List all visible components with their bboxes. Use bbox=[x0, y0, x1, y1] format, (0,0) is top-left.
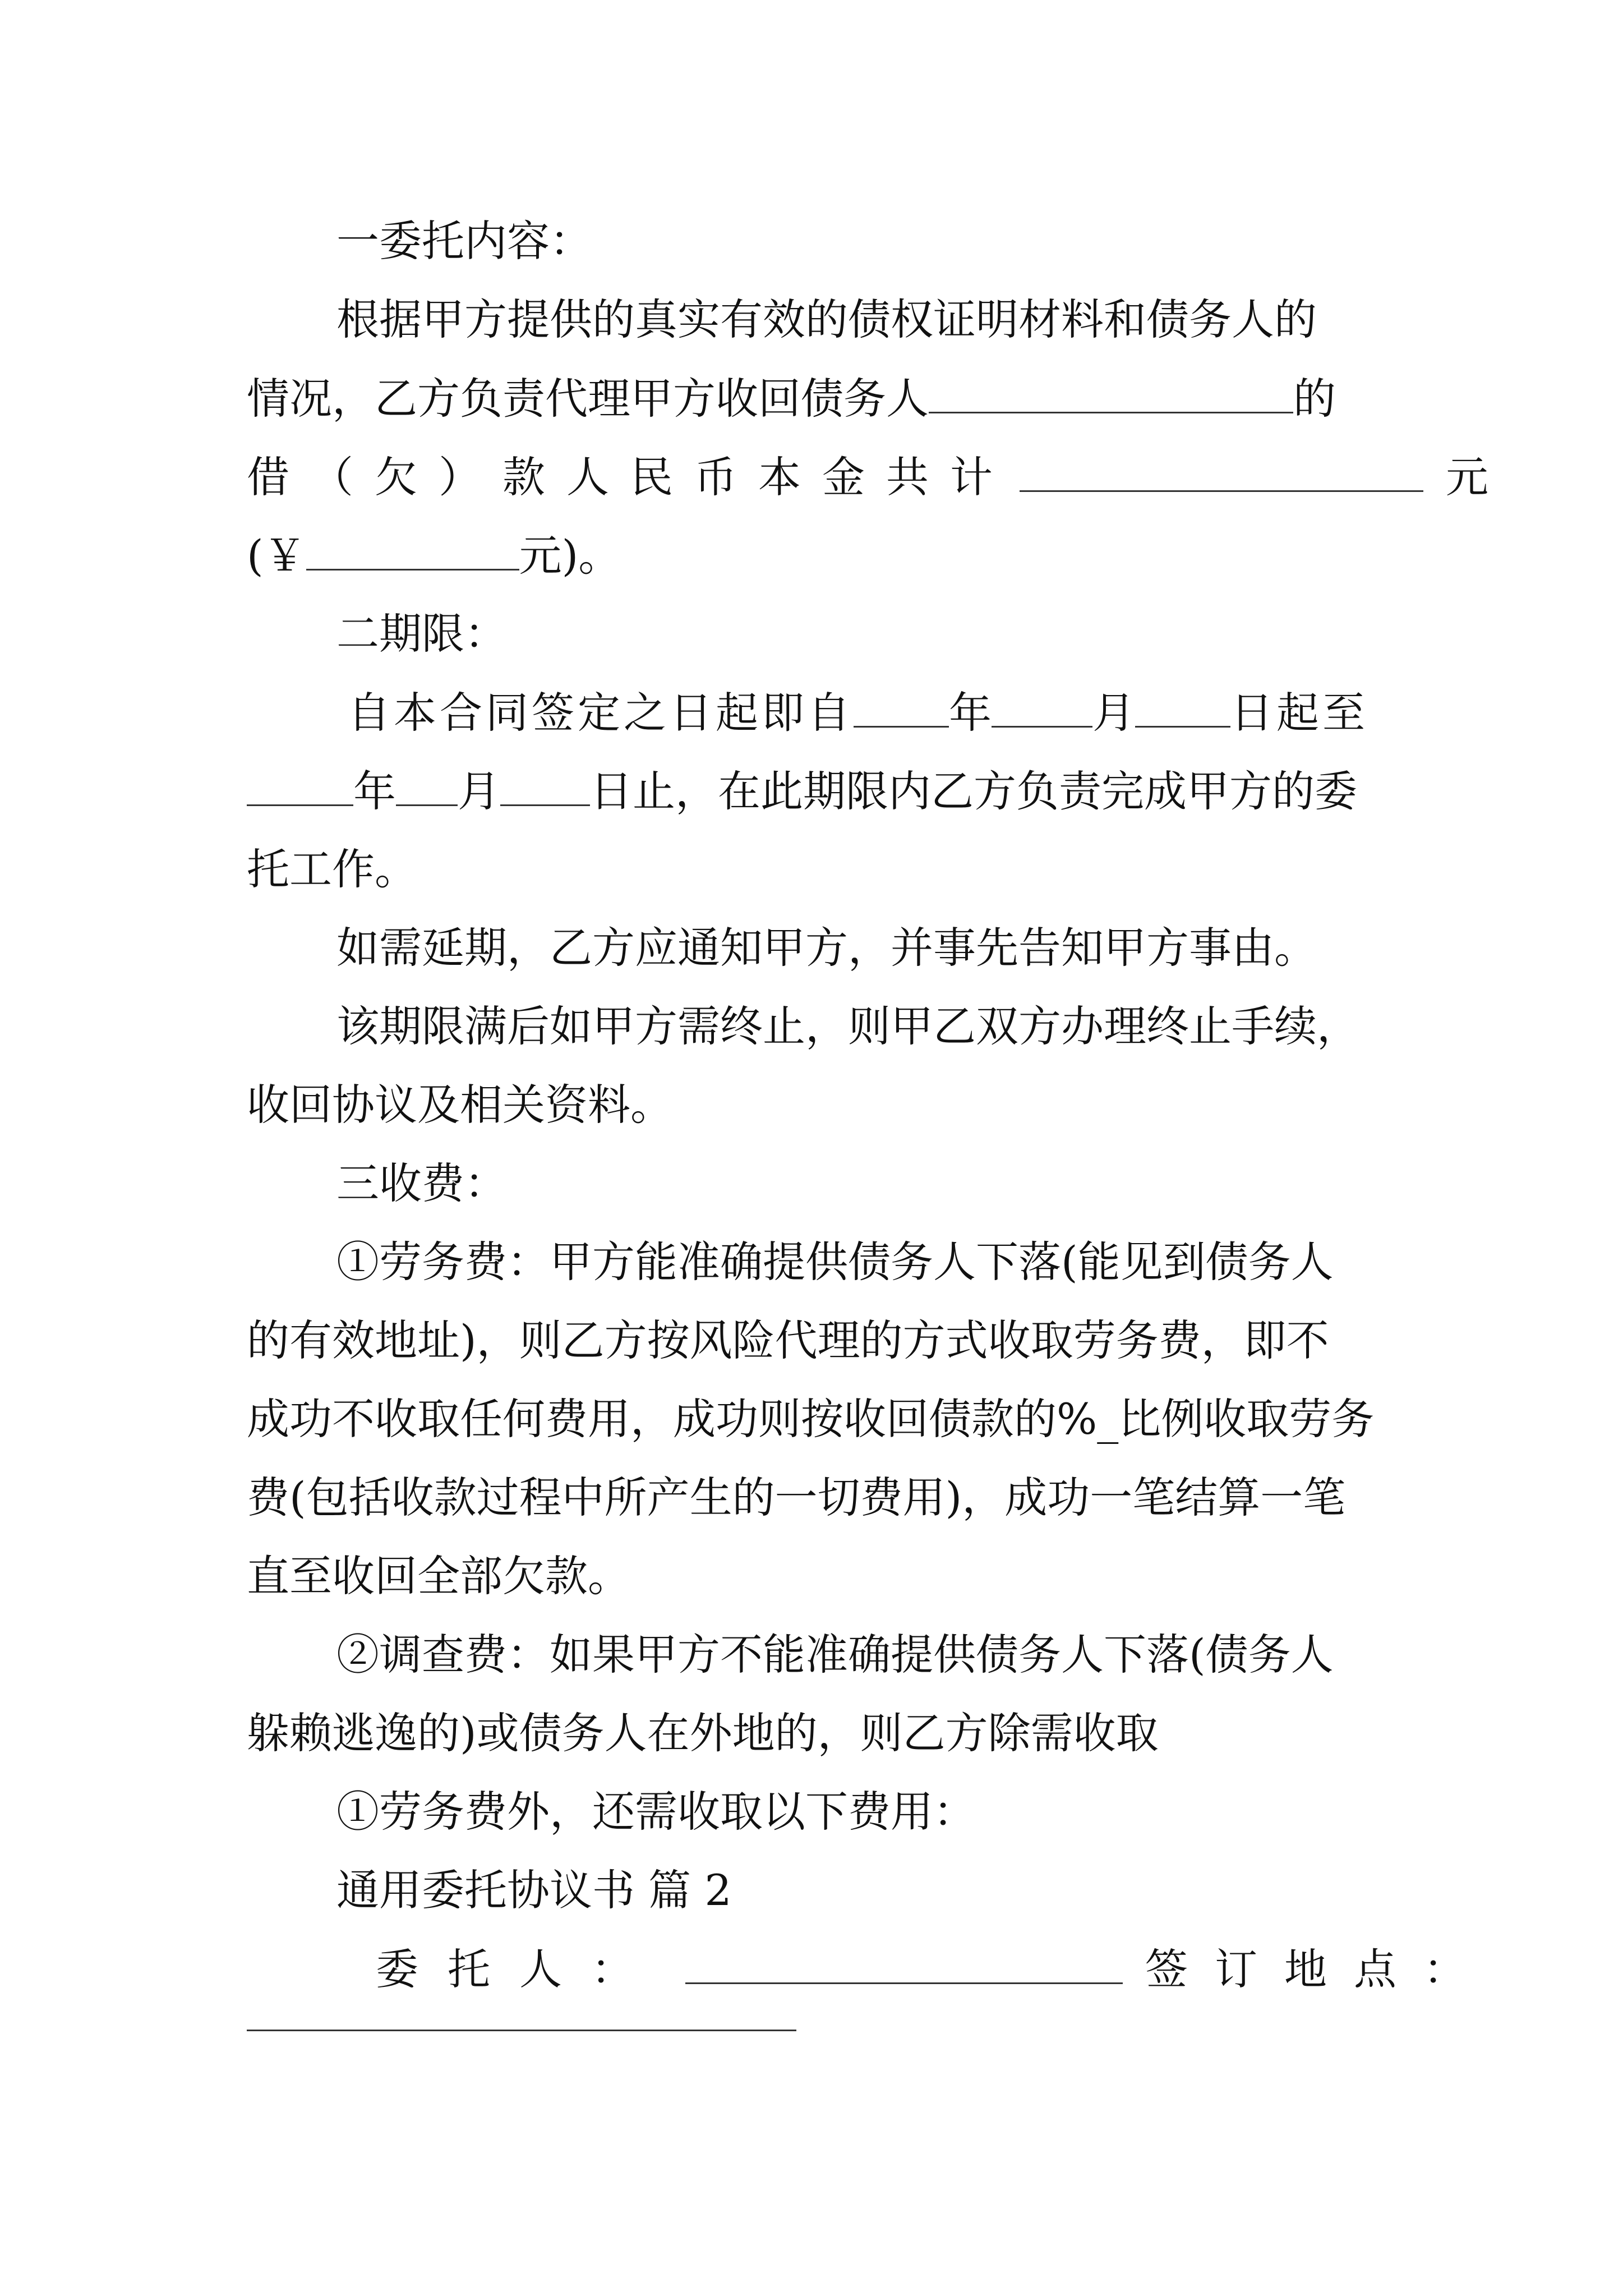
text-segment: 自本合同签定之日起即自 bbox=[348, 688, 854, 738]
debtor-blank bbox=[929, 370, 1293, 413]
text-segment: 元)。 bbox=[519, 531, 621, 581]
text-segment: 委托人： bbox=[376, 1944, 663, 1994]
paragraph-line: 该期限满后如甲方需终止，则甲乙双方办理终止手续， bbox=[336, 1001, 1359, 1051]
paragraph-line bbox=[247, 370, 1391, 426]
signing-place-blank bbox=[247, 2030, 796, 2031]
paragraph-line: ②调查费：如果甲方不能准确提供债务人下落(债务人 bbox=[336, 1630, 1334, 1680]
paragraph-line: 躲赖逃逸的)或债务人在外地的，则乙方除需收取 bbox=[247, 1708, 1159, 1758]
start-month-blank bbox=[992, 684, 1092, 728]
start-day-blank bbox=[1135, 684, 1230, 728]
text-segment: 月 bbox=[1092, 688, 1135, 738]
paragraph-line: ①劳务费：甲方能准确提供债务人下落(能见到债务人 bbox=[336, 1237, 1334, 1287]
paragraph-line: 根据甲方提供的真实有效的债权证明材料和债务人的 bbox=[336, 295, 1317, 344]
paragraph-line bbox=[247, 449, 1488, 505]
section-heading-1: 一委托内容： bbox=[336, 216, 592, 266]
text-segment: 年 bbox=[353, 766, 396, 816]
text-segment: 日起至 bbox=[1230, 688, 1368, 738]
section-heading-3: 三收费： bbox=[336, 1158, 507, 1208]
paragraph-line: 直至收回全部欠款。 bbox=[247, 1551, 630, 1601]
text-segment: 签订地点： bbox=[1145, 1944, 1493, 1994]
section-heading-2: 二期限： bbox=[336, 609, 507, 659]
text-segment: 借（欠）款人民币本金共计 bbox=[247, 452, 1014, 502]
paragraph-line: 收回协议及相关资料。 bbox=[247, 1080, 673, 1130]
amount-figure-blank bbox=[306, 527, 519, 570]
text-segment: 元 bbox=[1446, 452, 1488, 502]
end-year-blank bbox=[247, 763, 353, 806]
text-segment: (￥ bbox=[247, 531, 306, 581]
amount-blank bbox=[1020, 449, 1423, 492]
text-segment: 日止，在此期限内乙方负责完成甲方的委 bbox=[590, 766, 1357, 816]
text-segment: 年 bbox=[949, 688, 992, 738]
paragraph-line bbox=[376, 1941, 1493, 1997]
paragraph-line: 如需延期，乙方应通知甲方，并事先告知甲方事由。 bbox=[336, 923, 1317, 973]
paragraph-line: ①劳务费外，还需收取以下费用： bbox=[336, 1787, 976, 1837]
paragraph-line: 托工作。 bbox=[247, 844, 417, 894]
text-segment: 月 bbox=[458, 766, 500, 816]
paragraph-line bbox=[348, 684, 1402, 740]
paragraph-line bbox=[247, 527, 1391, 583]
paragraph-line: 的有效地址)，则乙方按风险代理的方式收取劳务费，即不 bbox=[247, 1315, 1329, 1365]
paragraph-line bbox=[247, 763, 1391, 819]
paragraph-line: 费(包括收款过程中所产生的一切费用)，成功一笔结算一笔 bbox=[247, 1473, 1346, 1522]
principal-blank bbox=[685, 1941, 1123, 1984]
part-title: 通用委托协议书 篇 2 bbox=[336, 1865, 732, 1915]
text-segment: 情况，乙方负责代理甲方收回债务人 bbox=[247, 374, 929, 424]
end-month-blank bbox=[396, 763, 458, 806]
start-year-blank bbox=[854, 684, 949, 728]
paragraph-line: 成功不收取任何费用，成功则按收回债款的%_比例收取劳务 bbox=[247, 1394, 1375, 1444]
end-day-blank bbox=[500, 763, 590, 806]
text-segment: 的 bbox=[1293, 374, 1336, 424]
